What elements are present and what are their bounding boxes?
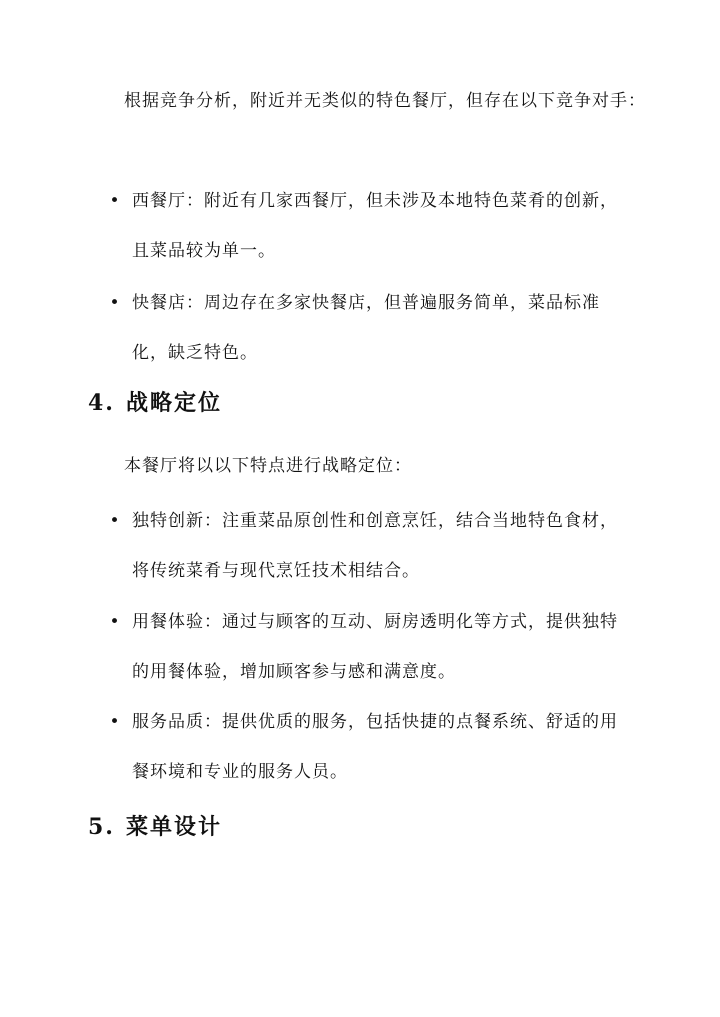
section-number: 4. — [88, 390, 115, 416]
section-title: 战略定位 — [126, 390, 223, 416]
list-item-dining-experience — [108, 597, 628, 697]
list-item-text: 服务品质：提供优质的服务，包括快捷的点餐系统、舒适的用餐环境和专业的服务人员。 — [132, 712, 618, 782]
section-number: 5. — [88, 814, 115, 840]
bullet-icon: • — [109, 191, 121, 211]
list-item-competitor-western — [108, 176, 628, 276]
list-item-text: 用餐体验：通过与顾客的互动、厨房透明化等方式，提供独特的用餐体验，增加顾客参与感和满意度。 — [132, 612, 618, 682]
section-title: 菜单设计 — [126, 814, 223, 840]
list-item-text: 独特创新：注重菜品原创性和创意烹饪，结合当地特色食材，将传统菜肴与现代烹饪技术相结合。 — [132, 511, 618, 581]
list-item-text: 西餐厅：附近有几家西餐厅，但未涉及本地特色菜肴的创新，且菜品较为单一。 — [132, 191, 618, 261]
list-item-service-quality — [108, 697, 628, 797]
section-heading-5 — [88, 812, 222, 842]
bullet-icon: • — [109, 712, 121, 732]
bullet-icon: • — [109, 293, 121, 313]
section-4-intro: 本餐厅将以以下特点进行战略定位： — [124, 456, 412, 476]
bullet-icon: • — [109, 511, 121, 531]
intro-paragraph: 根据竞争分析，附近并无类似的特色餐厅，但存在以下竞争对手： — [124, 91, 646, 111]
list-item-innovation — [108, 496, 628, 596]
list-item-competitor-fastfood — [108, 278, 628, 378]
section-heading-4 — [88, 388, 222, 418]
bullet-icon: • — [109, 612, 121, 632]
list-item-text: 快餐店：周边存在多家快餐店，但普遍服务简单，菜品标准化，缺乏特色。 — [132, 293, 600, 363]
